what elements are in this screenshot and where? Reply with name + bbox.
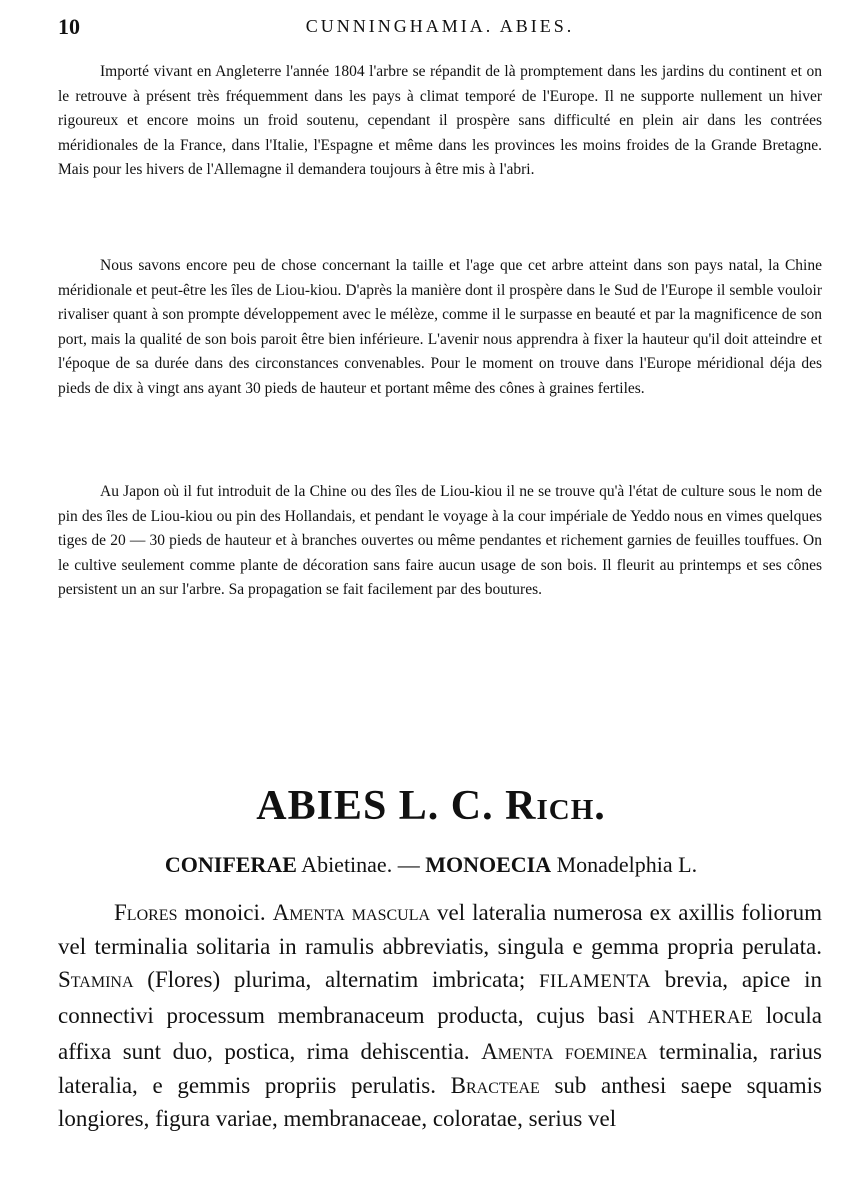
section-heading <box>0 782 862 830</box>
latin-text: (Flores) plurima, alternatim imbricata; <box>133 967 540 993</box>
term-flores: Flores <box>114 900 178 925</box>
running-title: CUNNINGHAMIA. ABIES. <box>305 16 575 36</box>
paragraph-growth: Nous savons encore peu de chose concernant la taille et l'age que cet arbre atteint dans son pays natal, la Chine méridionale et peut-être les îles de Liou-kiou. D'après la manière dont il prospère dans le Sud de l'Europe il semble vouloir rivaliser quant à son prompte développement avec le mélèze, comme il le surpasse en beauté et par la magnificence de son port, mais la qualité de son bois paroit être bien inférieure. L'avenir nous apprendra à fixer la hauteur qu'il doit atteindre et l'époque de sa durée dans des circonstances convenables. Pour le moment on trouve dans l'Europe méridional déja des pieds de dix à vingt ans ayant 30 pieds de hauteur et portant même des cônes à graines fertiles. <box>58 257 822 397</box>
term-filamenta: FILAMENTA <box>539 971 652 993</box>
latin-text: monoici. <box>177 900 273 925</box>
term-amenta-foeminea: Amenta foeminea <box>481 1038 648 1064</box>
latin-text: vel lateralia numerosa ex axillis foliorum vel terminalia solitaria in ramulis abbreviatis, singula e gemma propria perulata. <box>58 900 822 959</box>
latin-text: sub anthesi saepe squamis longiores, figura variae, membranaceae, coloratae, serius vel <box>58 1072 822 1132</box>
class-name: MONOECIA <box>425 852 552 877</box>
classification-line <box>0 852 862 878</box>
term-bracteae: Bracteae <box>450 1072 540 1098</box>
latin-description <box>58 896 822 1136</box>
latin-text: locula affixa sunt duo, postica, rima dehiscentia. <box>58 1003 822 1064</box>
section-title: ABIES L. C. <box>256 783 506 829</box>
section-author: Rich. <box>505 783 606 829</box>
paragraph-japan: Au Japon où il fut introduit de la Chine ou des îles de Liou-kiou il ne se trouve qu'à l'état de culture sous le nom de pin des îles de Liou-kiou ou pin des Hollandais, et pendant le voyage à la cour impériale de Yeddo nous en vimes quelques tiges de 20 — 30 pieds de hauteur et à branches ouvertes ou même pendantes et richement garnies de feuilles touffues. On le cultive seulement comme plante de décoration sans faire aucun usage de son bois. Il fleurit au printemps et ses cônes persistent un an sur l'arbre. Sa propagation se fait facilement par des boutures. <box>58 483 822 598</box>
paragraph-introduction: Importé vivant en Angleterre l'année 1804 l'arbre se répandit de là promptement dans les jardins du continent et on le retrouve à présent très fréquemment dans les pays à climat temporé de l'Europe. Il ne supporte nullement un hiver rigoureux et encore moins un froid soutenu, cependant il prospère sans difficulté en plein air dans les contrées méridionales de la France, dans l'Italie, l'Espagne et même dans les provinces les moins froides de la Grande Bretagne. Mais pour les hivers de l'Allemagne il demandera toujours à être mis à l'abri. <box>58 63 822 178</box>
term-antherae: ANTHERAE <box>647 1007 754 1029</box>
latin-text: brevia, apice in connectivi processum membranaceum producta, cujus basi <box>58 967 823 1029</box>
tribe-name: Abietinae. — <box>296 852 426 877</box>
term-amenta-mascula: Amenta mascula <box>272 900 431 925</box>
latin-text: terminalia, rarius lateralia, e gemmis propriis perulatis. <box>58 1038 822 1098</box>
family-name: CONIFERAE <box>164 852 297 877</box>
order-name: Monadelphia L. <box>551 852 698 877</box>
page-number: 10 <box>58 14 80 39</box>
term-stamina: Stamina <box>58 967 134 993</box>
page-header <box>58 14 822 42</box>
